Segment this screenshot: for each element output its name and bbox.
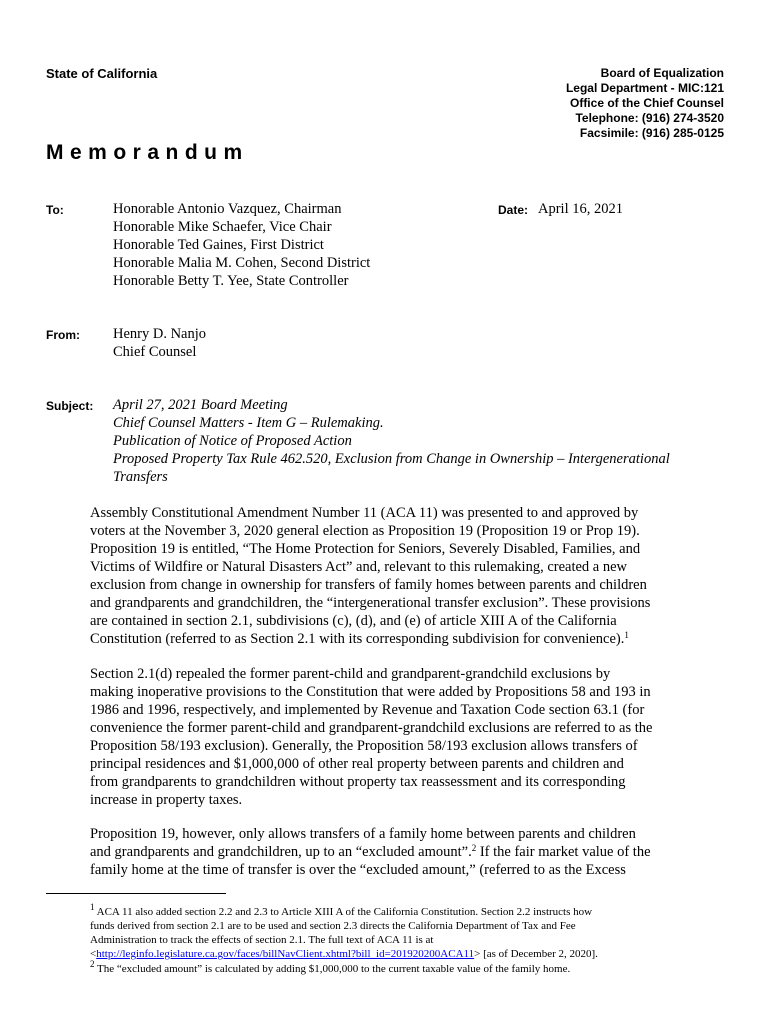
text-line (90, 947, 702, 961)
subject-line: Chief Counsel Matters - Item G – Rulemaking. (113, 415, 384, 431)
subject-label: Subject: (46, 399, 94, 413)
footnote-number: 1 (90, 902, 95, 912)
footnote-number: 2 (90, 959, 95, 969)
footnote-ref-2[interactable]: 2 (471, 843, 477, 853)
text-line: Administration to track the effects of section 2.1. The full text of ACA 11 is at (90, 934, 434, 946)
body-paragraph-3 (90, 825, 712, 879)
body-paragraph-2 (90, 665, 712, 809)
text-line: Proposition 19 is entitled, “The Home Protection for Seniors, Severely Disabled, Families, and (90, 541, 641, 557)
text-segment: and grandparents and grandchildren, up to an “excluded amount”. (90, 844, 472, 860)
agency-office: Office of the Chief Counsel (569, 96, 724, 110)
text-line: 1986 and 1996, respectively, and implemented by Revenue and Taxation Code section 63.1 (for (90, 702, 645, 718)
text-line: convenience the former parent-child and grandparent-grandchild exclusions are referred to as the (90, 720, 653, 736)
agency-facsimile: Facsimile: (916) 285-0125 (579, 126, 724, 140)
text-line (90, 630, 712, 648)
agency-address-block (566, 66, 724, 141)
text-line: exclusion from change in ownership for transfers of family homes between parents and children (90, 577, 647, 593)
text-segment: < (90, 948, 97, 960)
text-segment: If the fair market value of the (476, 844, 651, 860)
subject-line: Publication of Notice of Proposed Action (113, 433, 352, 449)
footnote-ref-1[interactable]: 1 (624, 630, 629, 640)
text-segment: ACA 11 also added section 2.2 and 2.3 to Article XIII A of the California Constitution. Section 2.2 instructs how (94, 906, 593, 918)
text-segment: The “excluded amount” is calculated by adding $1,000,000 to the current taxable value of the family home. (94, 963, 571, 975)
from-label: From: (46, 328, 80, 342)
sender (113, 325, 206, 361)
date-value: April 16, 2021 (538, 201, 623, 217)
text-line: Proposition 19, however, only allows transfers of a family home between parents and children (90, 826, 636, 842)
text-line: voters at the November 3, 2020 general election as Proposition 19 (Proposition 19 or Prop 19). (90, 523, 640, 539)
subject-line: Proposed Property Tax Rule 462.520, Exclusion from Change in Ownership – Intergenerational (113, 451, 670, 467)
agency-name: Board of Equalization (600, 66, 724, 80)
text-line (90, 843, 712, 861)
footnote-1 (90, 902, 702, 961)
text-line: from grandparents to grandchildren without property tax reassessment and its corresponding (90, 774, 626, 790)
text-segment: Constitution (referred to as Section 2.1 with its corresponding subdivision for convenience). (90, 631, 625, 647)
recipient: Honorable Mike Schaefer, Vice Chair (113, 219, 332, 235)
to-label: To: (46, 203, 64, 217)
text-line: Proposition 58/193 exclusion). Generally, the Proposition 58/193 exclusion allows transfers of (90, 738, 638, 754)
agency-department: Legal Department - MIC:121 (565, 81, 724, 95)
recipient: Honorable Ted Gaines, First District (113, 237, 324, 253)
text-line: increase in property taxes. (90, 792, 243, 808)
text-line: principal residences and $1,000,000 of other real property between parents and children and (90, 756, 624, 772)
text-line (90, 959, 702, 976)
subject-line: April 27, 2021 Board Meeting (113, 397, 288, 413)
text-line (90, 902, 702, 919)
subject-line: Transfers (113, 469, 168, 485)
recipient: Honorable Malia M. Cohen, Second District (113, 255, 371, 271)
memo-title: Memorandum (46, 141, 249, 164)
text-line: Assembly Constitutional Amendment Number 11 (ACA 11) was presented to and approved by (90, 505, 639, 521)
footnote-2 (90, 959, 702, 976)
recipient-list (113, 200, 370, 290)
text-line: Section 2.1(d) repealed the former parent-child and grandparent-grandchild exclusions by (90, 666, 611, 682)
state-of-california: State of California (46, 66, 158, 81)
agency-telephone: Telephone: (916) 274-3520 (575, 111, 724, 125)
recipient: Honorable Betty T. Yee, State Controller (113, 273, 349, 289)
recipient: Honorable Antonio Vazquez, Chairman (113, 201, 342, 217)
text-line: Victims of Wildfire or Natural Disasters Act” and, relevant to this rulemaking, created a new (90, 559, 628, 575)
aca11-link[interactable]: http://leginfo.legislature.ca.gov/faces/billNavClient.xhtml?bill_id=201920200ACA11 (96, 948, 475, 960)
sender-title: Chief Counsel (113, 344, 197, 360)
body-paragraph-1 (90, 504, 712, 648)
subject-lines (113, 396, 733, 486)
text-segment: > [as of December 2, 2020]. (474, 948, 598, 960)
footnote-separator (46, 893, 226, 894)
sender-name: Henry D. Nanjo (113, 326, 207, 342)
text-line: are contained in section 2.1, subdivisions (c), (d), and (e) of article XIII A of the California (90, 613, 617, 629)
text-line: making inoperative provisions to the Constitution that were added by Propositions 58 and 193 in (90, 684, 651, 700)
text-line: funds derived from section 2.1 are to be used and section 2.3 directs the California Department of Tax and Fee (90, 920, 576, 932)
date-label: Date: (498, 203, 529, 217)
text-line: family home at the time of transfer is over the “excluded amount,” (referred to as the Excess (90, 862, 626, 878)
text-line: and grandparents and grandchildren, the “intergenerational transfer exclusion”. These provisions (90, 595, 651, 611)
